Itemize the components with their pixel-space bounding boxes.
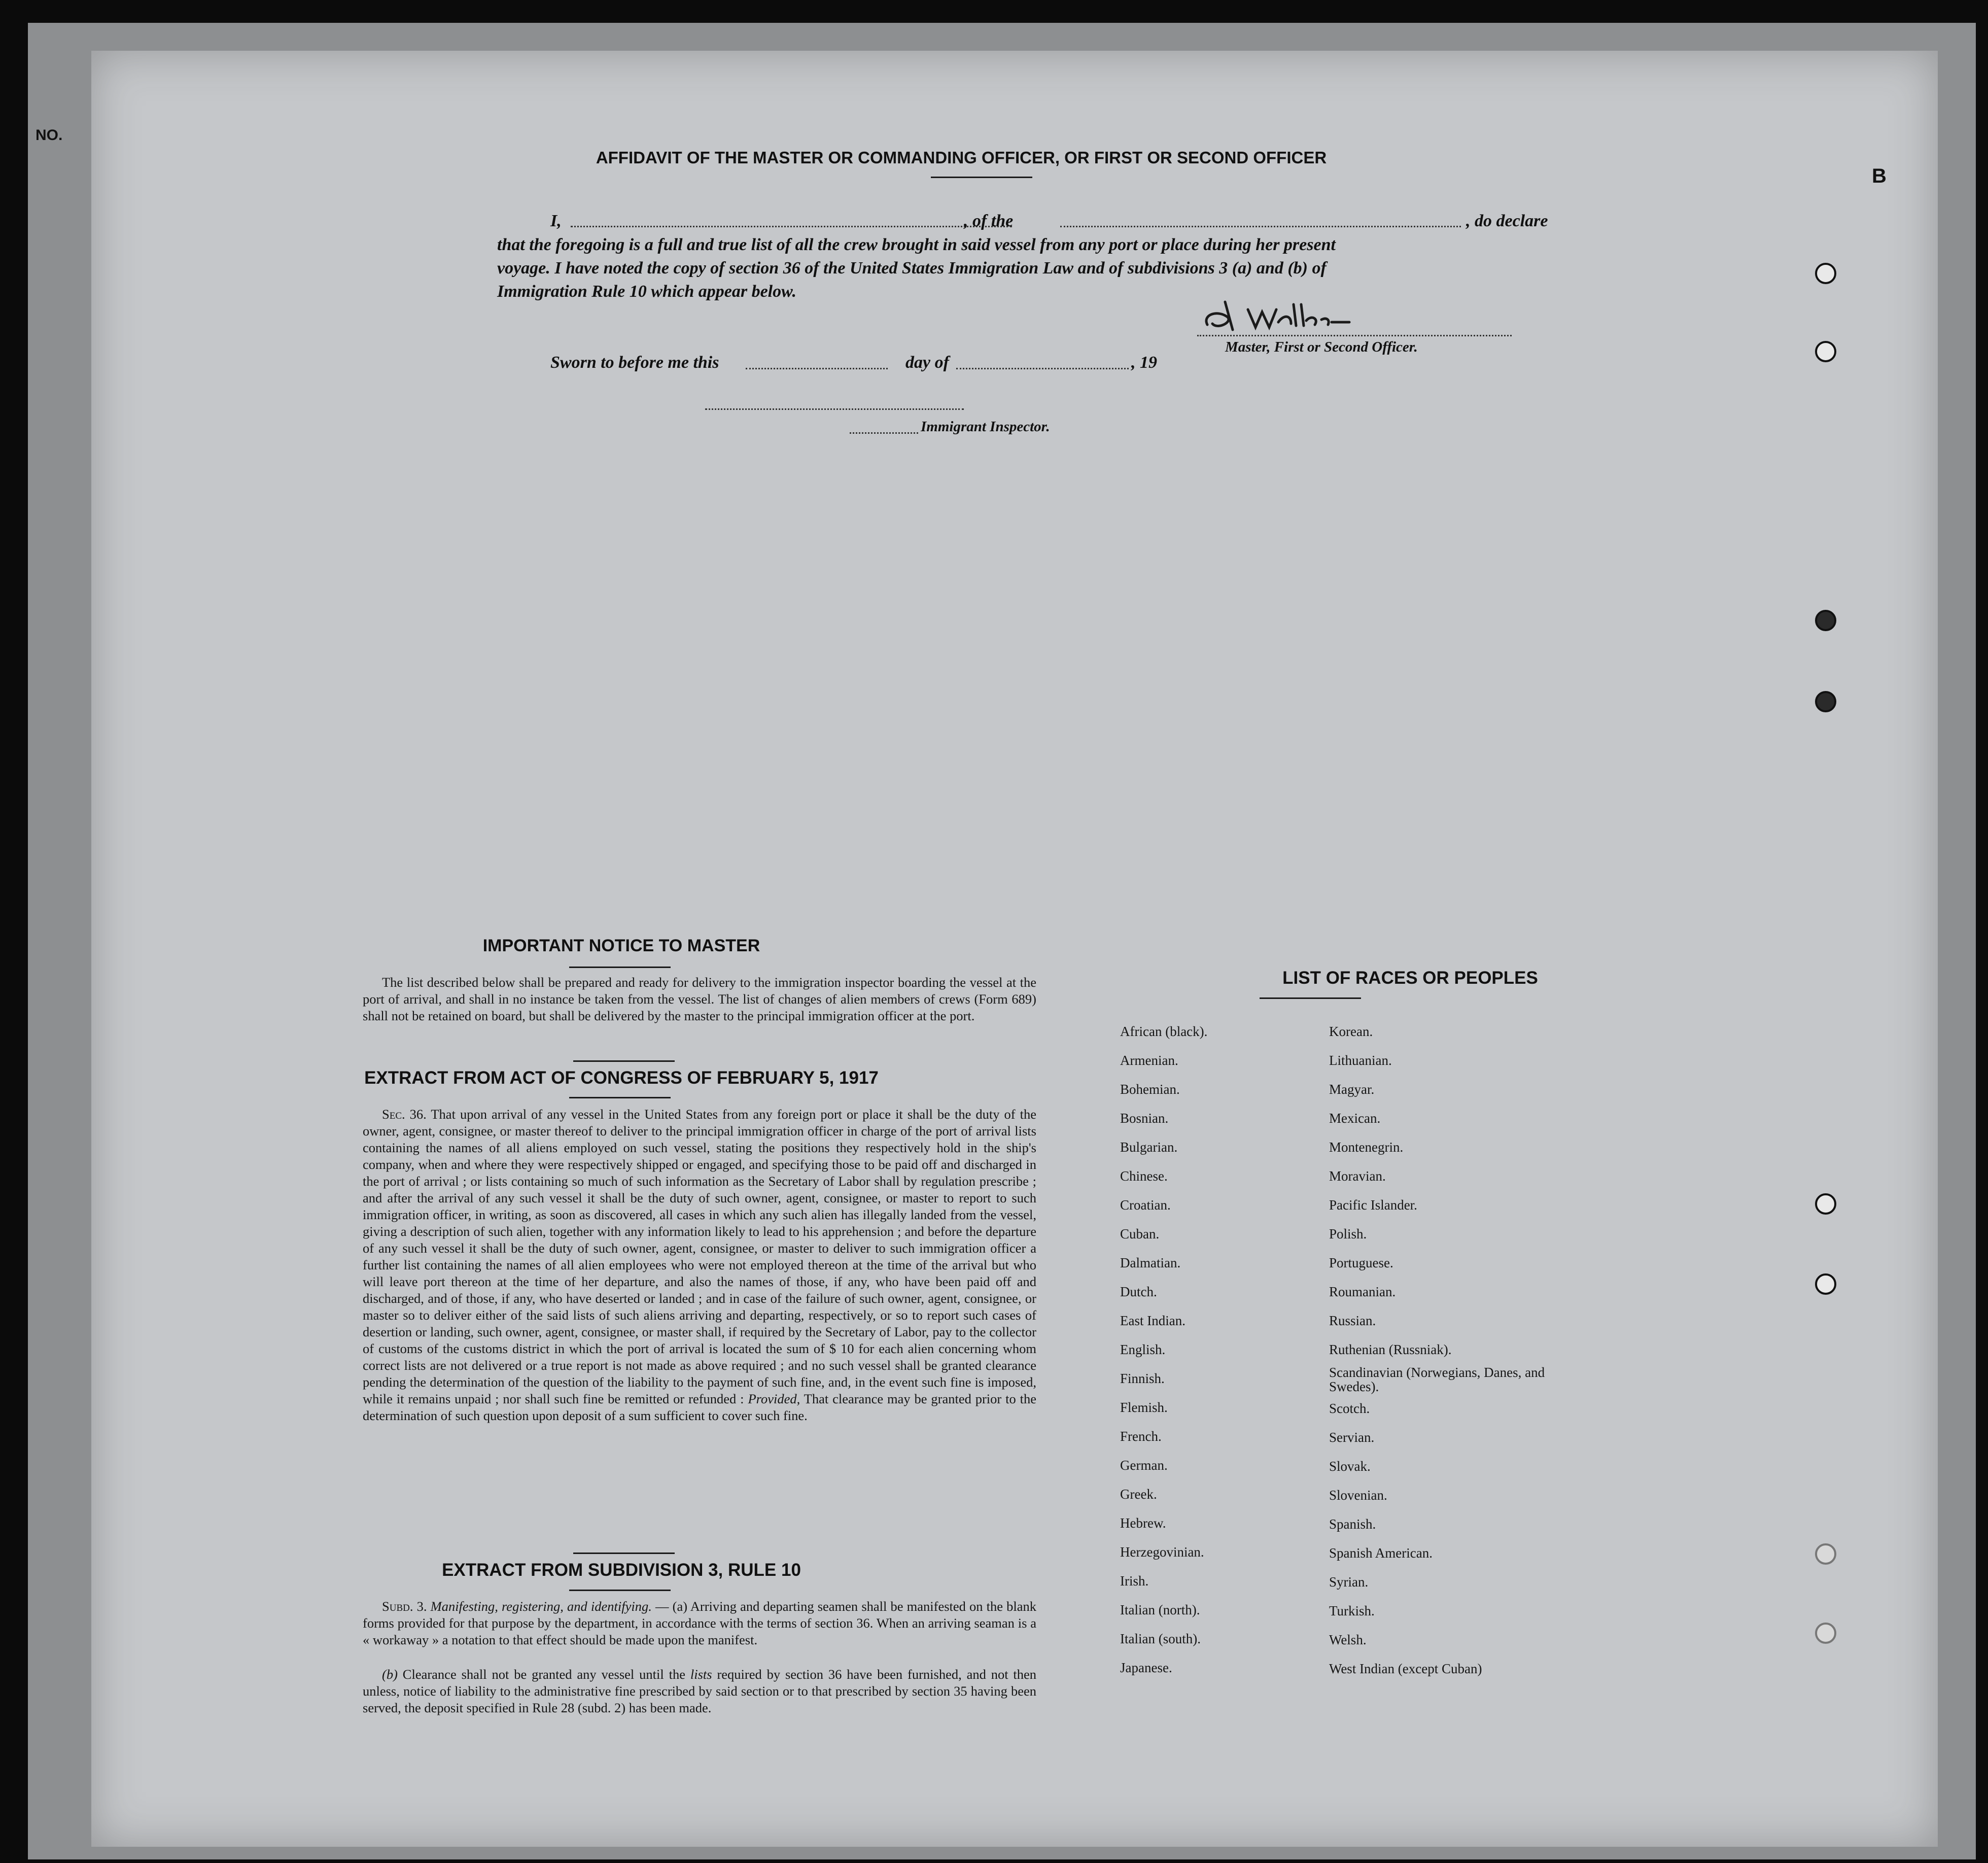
signature-line[interactable] [1197,335,1512,336]
binder-hole [1815,1273,1836,1295]
races-right-column [1329,1017,1557,1683]
race-item: Syrian. [1329,1574,1369,1590]
affidavit-title-underline [931,177,1032,178]
binder-hole [1815,341,1836,362]
affidavit-title: AFFIDAVIT OF THE MASTER OR COMMANDING OFFICER, OR FIRST OR SECOND OFFICER [596,148,1327,167]
binder-hole [1815,610,1836,631]
race-item: Montenegrin. [1329,1140,1404,1155]
race-item: Croatian. [1120,1197,1171,1213]
act-provided-label: Provided, [748,1391,800,1406]
race-item: Dalmatian. [1120,1255,1181,1270]
act-body: That upon arrival of any vessel in the United States from any foreign port or place it shall be the duty of the owner, agent, consignee, or master thereof to deliver to the principal immigration officer in charge of the port of arrival lists containing the names of all aliens employed on such vessel, stating the positions they respectively hold in the ship's company, when and where they were respectively shipped or engaged, and specifying those to be paid off and discharged in the port of arrival ; or lists containing so much of such information as the Secretary of Labor shall by regulation prescribe ; and after the arrival of any such vessel it shall be the duty of such owner, agent, consignee, or master to report to such immigration officer, in writing, as soon as discovered, all cases in which any such alien has illegally landed from the vessel, giving a description of such alien, together with any information likely to lead to his apprehension ; and before the departure of any such vessel it shall be the duty of such owner, agent, consignee, or master to deliver to such immigration officer a further list containing the names of all alien employees who were not employed thereon at the time of the arrival but who will leave port thereon at the time of her departure, and also the names of those, if any, who have been paid off and discharged, and of those, if any, who have deserted or landed ; and in case of the failure of such owner, agent, consignee, or master so to deliver either of the said lists of such aliens arriving and departing, respectively, or so to report such cases of desertion or landing, such owner, agent, consignee, or master shall, if required by the Secretary of Labor, pay to the collector of customs of the customs district in which the port of arrival is located the sum of $ 10 for each alien concerning whom correct lists are not delivered or a true report is not made as above required ; and no such vessel shall be granted clearance pending the determination of the question of the liability to the payment of such fine, and, in the event such fine is imposed, while it remains unpaid ; nor shall such fine be remitted or refunded : [363,1107,1036,1406]
rule-para-a [363,1598,1036,1648]
document-page [91,51,1938,1847]
act-extract-title: EXTRACT FROM ACT OF CONGRESS OF FEBRUARY 5, 1917 [364,1068,879,1088]
race-item: Turkish. [1329,1603,1375,1618]
race-item: Pacific Islander. [1329,1197,1417,1213]
affidavit-of-the-label: , of the [964,212,1014,230]
race-item: Japanese. [1120,1660,1172,1675]
race-item: Herzegovinian. [1120,1544,1204,1560]
race-item: Korean. [1329,1024,1373,1039]
races-left-column [1120,1017,1323,1682]
rule-para-b-lists: lists [690,1667,712,1682]
rule-para-b [363,1666,1036,1716]
master-signature [1197,294,1380,340]
race-item: French. [1120,1429,1162,1444]
year-label: , 19 [1131,353,1157,372]
sworn-month-field[interactable] [956,368,1129,369]
left-margin-no-label: NO. [36,127,63,144]
race-item: English. [1120,1342,1166,1357]
races-title: LIST OF RACES OR PEOPLES [1282,968,1538,988]
race-item: Scotch. [1329,1401,1370,1416]
act-provided-text: That clearance may be granted prior to the determination of such question upon deposit of a sum sufficient to cover such fine. [363,1391,1037,1423]
notice-bottom-rule [573,1060,675,1062]
race-item: Slovak. [1329,1459,1371,1474]
declaration-line-3: Immigration Rule 10 which appear below. [497,282,797,301]
race-item: Spanish. [1329,1516,1376,1532]
rule-para-b-text-1: Clearance shall not be granted any vessel until the [402,1667,685,1682]
race-item: Magyar. [1329,1082,1375,1097]
race-item: Italian (north). [1120,1602,1200,1617]
binder-hole [1815,1543,1836,1565]
race-item: Bohemian. [1120,1082,1180,1097]
race-item: Irish. [1120,1573,1149,1589]
race-item: East Indian. [1120,1313,1185,1328]
notice-text: The list described below shall be prepared and ready for delivery to the immigration inspector boarding the vessel at the port of arrival, and shall in no instance be taken from the vessel. The list of changes of alien members of crews (Form 689) shall not be retained on board, but shall be delivered by the master to the principal immigration officer at the port. [363,975,1036,1023]
race-item: Bosnian. [1120,1111,1169,1126]
day-of-label: day of [905,353,949,372]
rule-subd-label: Subd. 3. [382,1599,427,1614]
rule-para-a-text: Arriving and departing seamen shall be manifested on the blank forms provided for that purpose by the department, in accordance with the terms of section 36. When an arriving seaman is a « workaway » a notation to that effect should be made upon the manifest. [363,1599,1037,1647]
rule-subd-title: Manifesting, registering, and identifying. [430,1599,652,1614]
notice-title: IMPORTANT NOTICE TO MASTER [482,936,760,955]
inspector-caption: Immigrant Inspector. [921,419,1050,435]
race-item: Mexican. [1329,1111,1381,1126]
race-item: Armenian. [1120,1053,1178,1068]
race-item: Chinese. [1120,1168,1168,1184]
binder-hole [1815,1193,1836,1215]
affidavit-do-declare-label: , do declare [1466,212,1548,230]
act-bottom-rule [573,1552,675,1554]
inspector-lead-line [850,432,918,434]
race-item: African (black). [1120,1024,1208,1039]
signature-caption: Master, First or Second Officer. [1225,339,1418,355]
race-item: Ruthenian (Russniak). [1329,1342,1452,1357]
race-item: Slovenian. [1329,1488,1387,1503]
sworn-label: Sworn to before me this [550,353,719,372]
race-item: Spanish American. [1329,1545,1433,1561]
race-item: Italian (south). [1120,1631,1201,1646]
race-item: German. [1120,1458,1168,1473]
act-sec-label: Sec. 36. [382,1107,427,1122]
binder-hole [1815,1623,1836,1644]
race-item: Polish. [1329,1226,1367,1241]
race-item: Welsh. [1329,1632,1367,1647]
race-item: Dutch. [1120,1284,1157,1299]
race-item: Scandinavian (Norwegians, Danes, and Swedes). [1329,1365,1545,1394]
rule-para-a-prefix: — (a) [655,1599,688,1614]
binder-hole [1815,263,1836,284]
races-title-underline [1260,997,1361,999]
race-item: Moravian. [1329,1168,1386,1184]
act-extract-underline [569,1097,671,1098]
race-item: Finnish. [1120,1371,1165,1386]
inspector-signature-line[interactable] [705,408,964,410]
declaration-line-2: voyage. I have noted the copy of section 36 of the United States Immigration Law and of subdivisions 3 (a) and (b) of [497,259,1327,278]
vessel-name-field[interactable] [1060,226,1461,227]
rule-para-b-text-2: required by section 36 have been furnished, and not then unless, notice of liability to the administrative fine prescribed by said section or to that prescribed by section 35 having been served, the deposit specified in Rule 28 (subd. 2) has been made. [363,1667,1037,1715]
race-item: Servian. [1329,1430,1375,1445]
declaration-line-1: that the foregoing is a full and true list of all the crew brought in said vessel from any port or place during her present [497,235,1336,254]
race-item: Bulgarian. [1120,1140,1178,1155]
binder-hole [1815,691,1836,712]
race-item: Greek. [1120,1487,1157,1502]
master-name-field[interactable] [571,226,1012,227]
rule-extract-title: EXTRACT FROM SUBDIVISION 3, RULE 10 [442,1560,801,1580]
race-item: Lithuanian. [1329,1053,1392,1068]
race-item: Roumanian. [1329,1284,1396,1299]
race-item: Flemish. [1120,1400,1168,1415]
right-corner-mark: B [1872,165,1887,187]
race-item: West Indian (except Cuban) [1329,1661,1482,1676]
race-item: Russian. [1329,1313,1376,1328]
affidavit-i-label: I, [550,212,562,230]
race-item: Cuban. [1120,1226,1160,1241]
race-item: Hebrew. [1120,1515,1166,1531]
race-item: Portuguese. [1329,1255,1393,1270]
sworn-day-field[interactable] [746,368,888,369]
act-section-36-text [363,1106,1036,1424]
rule-extract-underline [569,1590,671,1591]
notice-title-underline [569,967,671,968]
rule-para-b-prefix: (b) [382,1667,398,1682]
